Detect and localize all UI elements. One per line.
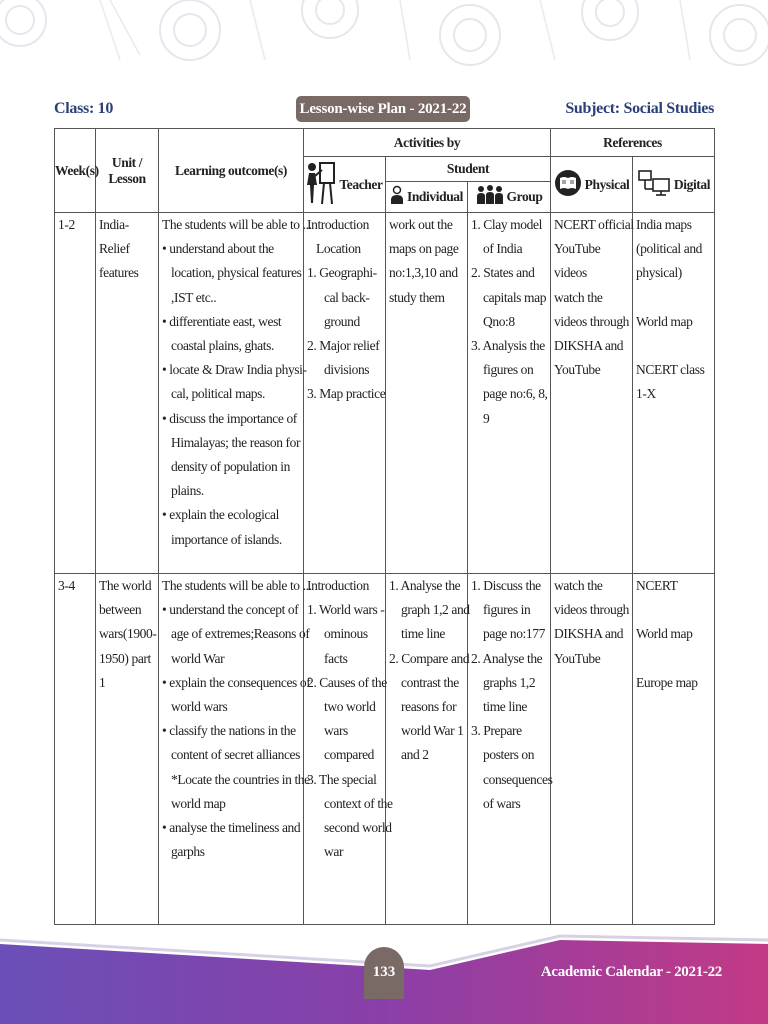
cell-line: age of extremes;Reasons of xyxy=(171,626,310,642)
header-outcome: Learning outcome(s) xyxy=(159,129,304,213)
cell-line: (political and xyxy=(636,241,703,257)
cell-line: time line xyxy=(401,626,446,642)
header-references: References xyxy=(551,129,715,157)
cell-line: 9 xyxy=(483,410,490,426)
cell-line: physical) xyxy=(636,265,682,281)
digital-cell xyxy=(633,574,715,925)
academic-calendar-label: Academic Calendar - 2021-22 xyxy=(540,964,722,980)
computer-network-icon xyxy=(637,169,671,201)
cell-line: videos through xyxy=(554,313,630,329)
cell-line: • understand about the xyxy=(162,241,274,257)
cell-line: NCERT xyxy=(636,578,678,593)
cell-line: wars(1900- xyxy=(99,626,157,642)
header-student: Student xyxy=(386,157,551,182)
teacher-cell xyxy=(304,574,393,925)
cell-line: garphs xyxy=(171,844,205,860)
cell-line: • locate & Draw India physi- xyxy=(162,362,307,378)
cell-line: 1. Discuss the xyxy=(471,578,541,593)
table-row xyxy=(55,574,715,925)
cell-line: 1 xyxy=(99,674,106,690)
cell-line: capitals map xyxy=(483,289,547,305)
cell-line: density of population in xyxy=(171,459,291,475)
cell-line: importance of islands. xyxy=(171,531,282,547)
physical-cell xyxy=(551,574,633,925)
cell-line: • differentiate east, west xyxy=(162,313,282,329)
header-individual xyxy=(386,182,468,213)
cell-line: cal, political maps. xyxy=(171,386,265,402)
cell-line: 3. Map practice xyxy=(307,386,386,402)
header-activities: Activities by xyxy=(304,129,551,157)
header-individual-label: Individual xyxy=(406,189,464,204)
cell-line: 1950) part xyxy=(99,650,151,666)
cell-line: Relief xyxy=(99,241,130,257)
subject-label: Subject: Social Studies xyxy=(565,100,714,117)
cell-line: page no:177 xyxy=(483,626,545,642)
top-decorative-pattern xyxy=(0,0,768,80)
cell-line: page no:6, 8, xyxy=(483,386,548,402)
digital-cell xyxy=(633,213,715,574)
cell-line xyxy=(636,598,711,622)
cell-line: world wars xyxy=(171,699,228,715)
cell-line: context of the xyxy=(324,795,393,811)
cell-line: time line xyxy=(483,699,528,715)
cell-line: between xyxy=(99,602,142,618)
week-cell: 3-4 xyxy=(55,574,96,925)
page-number: 133 xyxy=(364,947,404,999)
cell-line: videos xyxy=(554,265,587,281)
person-icon xyxy=(390,185,404,209)
cell-line: figures on xyxy=(483,362,534,378)
individual-cell xyxy=(386,574,468,925)
cell-line: The world xyxy=(99,578,152,593)
cell-line: • explain the ecological xyxy=(162,507,279,523)
cell-line: ground xyxy=(324,313,360,329)
header-weeks: Week(s) xyxy=(55,129,96,213)
cell-line: DIKSHA and xyxy=(554,338,624,354)
cell-line: YouTube xyxy=(554,362,601,378)
cell-line: world map xyxy=(171,795,226,811)
header-teacher-label: Teacher xyxy=(339,176,383,192)
cell-line: ominous xyxy=(324,626,368,642)
cell-line: Qno:8 xyxy=(483,313,515,329)
teacher-board-icon xyxy=(306,158,336,212)
cell-line: Introduction xyxy=(307,578,369,593)
cell-line: study them xyxy=(389,289,445,305)
cell-line: world War 1 xyxy=(401,723,464,739)
cell-line: The students will be able to ... xyxy=(162,217,312,232)
cell-line: of wars xyxy=(483,795,521,811)
cell-line: Location xyxy=(316,241,361,257)
cell-line: India maps xyxy=(636,217,692,232)
cell-line: 3. Prepare xyxy=(471,723,522,739)
cell-line: 1-X xyxy=(636,386,656,402)
cell-line xyxy=(636,334,711,358)
group-cell xyxy=(468,574,551,925)
book-icon xyxy=(554,169,582,201)
cell-line: watch the xyxy=(554,289,603,305)
cell-line: and 2 xyxy=(401,747,429,763)
cell-line: divisions xyxy=(324,362,370,378)
lesson-plan-table xyxy=(54,128,715,925)
cell-line: plains. xyxy=(171,483,204,499)
cell-line: maps on page xyxy=(389,241,459,257)
cell-line: 2. Causes of the xyxy=(307,674,387,690)
header-unit xyxy=(96,129,159,213)
outcome-cell xyxy=(159,574,312,925)
cell-line: Europe map xyxy=(636,674,698,690)
header-unit-text: Unit / Lesson xyxy=(108,154,146,186)
cell-line: 1. World wars - xyxy=(307,602,385,618)
page-header xyxy=(54,96,714,124)
cell-line: compared xyxy=(324,747,375,763)
cell-line xyxy=(636,647,711,671)
header-digital xyxy=(633,157,715,213)
cell-line: • analyse the timeliness and xyxy=(162,820,301,836)
cell-line: 2. States and xyxy=(471,265,535,281)
unit-cell xyxy=(96,574,159,925)
cell-line: Introduction xyxy=(307,217,369,232)
header-group xyxy=(468,182,551,213)
individual-cell xyxy=(386,213,468,574)
cell-line: 3. Analysis the xyxy=(471,338,545,354)
physical-cell xyxy=(551,213,633,574)
cell-line: YouTube xyxy=(554,650,601,666)
cell-line: facts xyxy=(324,650,348,666)
cell-line: cal back- xyxy=(324,289,370,305)
cell-line: *Locate the countries in the xyxy=(171,771,310,787)
cell-line: consequences xyxy=(483,771,553,787)
cell-line: YouTube xyxy=(554,241,601,257)
cell-line xyxy=(636,286,711,310)
cell-line: 2. Compare and xyxy=(389,650,470,666)
cell-line: NCERT official xyxy=(554,217,634,232)
cell-line: features xyxy=(99,265,139,281)
group-people-icon xyxy=(476,184,504,210)
cell-line: graphs 1,2 xyxy=(483,674,536,690)
cell-line: watch the xyxy=(554,578,603,593)
cell-line: 2. Analyse the xyxy=(471,650,543,666)
cell-line: ,IST etc.. xyxy=(171,289,217,305)
cell-line: • discuss the importance of xyxy=(162,410,297,426)
cell-line: World map xyxy=(636,313,693,329)
cell-line: videos through xyxy=(554,602,630,618)
cell-line: posters on xyxy=(483,747,535,763)
plan-title-badge: Lesson-wise Plan - 2021-22 xyxy=(296,96,470,122)
header-physical xyxy=(551,157,633,213)
cell-line: work out the xyxy=(389,217,453,232)
header-teacher xyxy=(304,157,386,213)
teacher-cell xyxy=(304,213,386,574)
cell-line: 2. Major relief xyxy=(307,338,380,354)
cell-line: wars xyxy=(324,723,348,739)
outcome-cell xyxy=(159,213,312,574)
cell-line: second world xyxy=(324,820,392,836)
cell-line: coastal plains, ghats. xyxy=(171,338,274,354)
cell-line: no:1,3,10 and xyxy=(389,265,458,281)
cell-line: 1. Analyse the xyxy=(389,578,461,593)
cell-line: Himalayas; the reason for xyxy=(171,434,301,450)
cell-line: of India xyxy=(483,241,523,257)
cell-line: contrast the xyxy=(401,674,459,690)
table-body xyxy=(55,213,715,925)
cell-line: India- xyxy=(99,217,129,232)
unit-cell xyxy=(96,213,159,574)
group-cell xyxy=(468,213,551,574)
header-physical-label: Physical xyxy=(584,176,630,192)
table-row xyxy=(55,213,715,574)
week-cell: 1-2 xyxy=(55,213,96,574)
cell-line: • understand the concept of xyxy=(162,602,299,618)
cell-line: 3. The special xyxy=(307,771,377,787)
class-label: Class: 10 xyxy=(54,100,114,117)
cell-line: reasons for xyxy=(401,699,457,715)
cell-line: • classify the nations in the xyxy=(162,723,296,739)
header-digital-label: Digital xyxy=(673,176,711,192)
cell-line: 1. Clay model xyxy=(471,217,542,232)
cell-line: graph 1,2 and xyxy=(401,602,470,618)
cell-line: war xyxy=(324,844,344,860)
cell-line: world War xyxy=(171,650,225,666)
header-group-label: Group xyxy=(506,189,543,204)
cell-line: location, physical features xyxy=(171,265,302,281)
cell-line: content of secret alliances xyxy=(171,747,301,763)
cell-line: World map xyxy=(636,626,693,642)
cell-line: figures in xyxy=(483,602,531,618)
cell-line: 1. Geographi- xyxy=(307,265,377,281)
cell-line: DIKSHA and xyxy=(554,626,624,642)
cell-line: two world xyxy=(324,699,376,715)
cell-line: The students will be able to ... xyxy=(162,578,312,593)
cell-line: • explain the consequences of xyxy=(162,674,311,690)
cell-line: NCERT class xyxy=(636,362,705,378)
